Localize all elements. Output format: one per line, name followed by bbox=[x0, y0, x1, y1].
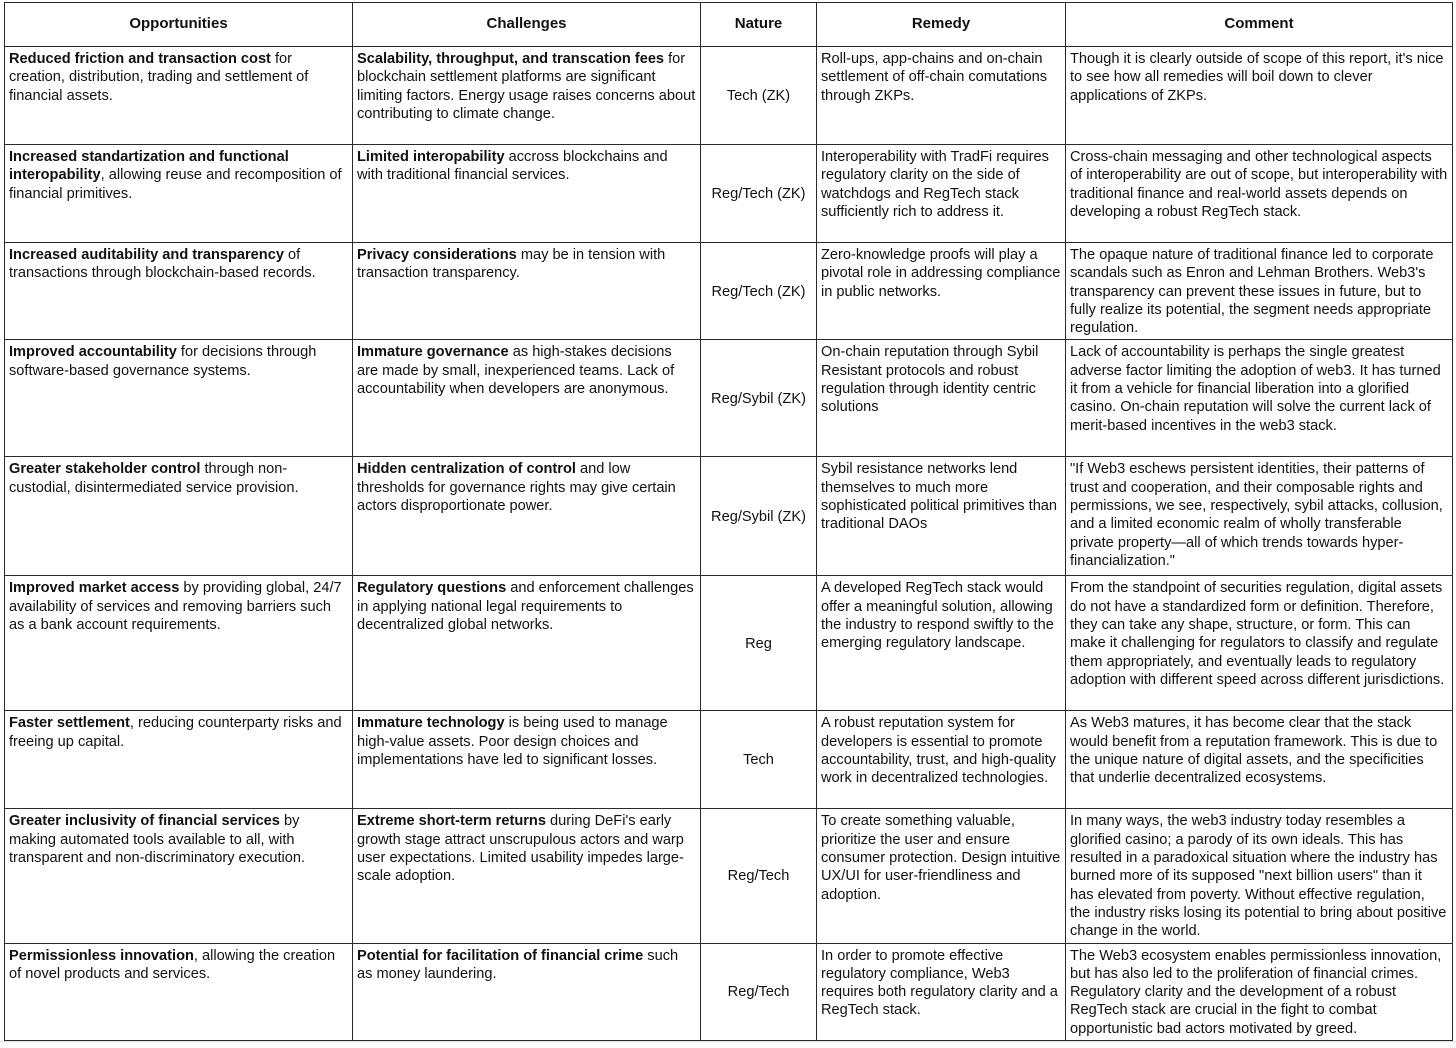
comment-cell: "If Web3 eschews persistent identities, their patterns of trust and cooperation, and their composable rights and permissions, we see, respectively, sybil attacks, collusion, and a limited economic realm of wholly transferable private property—all of which trends towards hyper-financialization." bbox=[1066, 457, 1453, 576]
challenge-cell bbox=[353, 943, 701, 1040]
challenge-text: accross blockchains and with traditional financial services. bbox=[357, 149, 668, 184]
opportunity-cell bbox=[5, 809, 353, 943]
table-row bbox=[5, 943, 1453, 1040]
comment-cell: In many ways, the web3 industry today resembles a glorified casino; a parody of its own ideals. This has resulted in a paradoxical situation where the industry has burned more of its supposed "next billion users" than it has elevated from poverty. Without effective regulation, the industry risks losing its potential to bring about positive change in the world. bbox=[1066, 809, 1453, 943]
nature-cell: Reg/Tech bbox=[701, 943, 817, 1040]
opportunity-title: Improved accountability bbox=[9, 344, 177, 361]
challenge-cell bbox=[353, 243, 701, 340]
challenge-title: Regulatory questions bbox=[357, 580, 507, 597]
remedy-cell: Zero-knowledge proofs will play a pivotal role in addressing compliance in public networks. bbox=[817, 243, 1066, 340]
challenge-cell bbox=[353, 809, 701, 943]
challenge-text: such as money laundering. bbox=[357, 947, 679, 982]
table-row bbox=[5, 243, 1453, 340]
challenge-cell bbox=[353, 457, 701, 576]
challenge-title: Potential for facilitation of financial crime bbox=[357, 947, 644, 964]
challenge-text: and low thresholds for governance rights may give certain actors disproportionate power. bbox=[357, 461, 676, 515]
challenge-title: Limited interopability bbox=[357, 149, 505, 165]
table-row bbox=[5, 576, 1453, 711]
remedy-cell: Interoperability with TradFi requires regulatory clarity on the side of watchdogs and RegTech stack sufficiently rich to address it. bbox=[817, 145, 1066, 243]
opportunity-text: , reducing counterparty risks and freeing up capital. bbox=[9, 715, 342, 750]
challenge-text: as high-stakes decisions are made by small, inexperienced teams. Lack of accountability when developers are anonymous. bbox=[357, 344, 675, 398]
opportunity-title: Reduced friction and transaction cost bbox=[9, 51, 271, 67]
opportunity-text: of transactions through blockchain-based records. bbox=[9, 247, 316, 282]
comment-cell: As Web3 matures, it has become clear that the stack would benefit from a reputation framework. This is due to the unique nature of digital assets, and the specificities that underlie decentralized ecosystems. bbox=[1066, 711, 1453, 809]
header-challenges: Challenges bbox=[353, 3, 701, 47]
header-nature: Nature bbox=[701, 3, 817, 47]
table-row bbox=[5, 340, 1453, 457]
table-row bbox=[5, 711, 1453, 809]
nature-cell: Reg/Sybil (ZK) bbox=[701, 340, 817, 457]
challenge-text: and enforcement challenges in applying national legal requirements to decentralized global networks. bbox=[357, 580, 694, 634]
opportunity-cell bbox=[5, 47, 353, 145]
remedy-cell: On-chain reputation through Sybil Resistant protocols and robust regulation through identity centric solutions bbox=[817, 340, 1066, 457]
nature-cell: Reg bbox=[701, 576, 817, 711]
challenge-text: is being used to manage high-value assets. Poor design choices and implementations have led to significant losses. bbox=[357, 715, 668, 769]
opportunity-title: Faster settlement bbox=[9, 715, 130, 732]
nature-cell: Reg/Sybil (ZK) bbox=[701, 457, 817, 576]
challenge-title: Immature governance bbox=[357, 344, 509, 361]
table-container bbox=[4, 2, 1452, 1041]
challenge-cell bbox=[353, 711, 701, 809]
remedy-cell: A robust reputation system for developers is essential to promote accountability, trust, and high-quality work in decentralized technologies. bbox=[817, 711, 1066, 809]
remedy-cell: A developed RegTech stack would offer a meaningful solution, allowing the industry to respond swiftly to the emerging regulatory landscape. bbox=[817, 576, 1066, 711]
header-row bbox=[5, 3, 1453, 47]
opportunity-text: by making automated tools available to all, with transparent and non-discriminatory execution. bbox=[9, 813, 306, 867]
header-opportunities: Opportunities bbox=[5, 3, 353, 47]
remedy-cell: In order to promote effective regulatory compliance, Web3 requires both regulatory clarity and a RegTech stack. bbox=[817, 943, 1066, 1040]
comment-cell: Lack of accountability is perhaps the single greatest adverse factor limiting the adoption of web3. It has turned it from a vehicle for financial liberation into a glorified casino. On-chain reputation will solve the current lack of merit-based incentives in the web3 stack. bbox=[1066, 340, 1453, 457]
table-row bbox=[5, 457, 1453, 576]
nature-cell: Reg/Tech (ZK) bbox=[701, 243, 817, 340]
opportunity-text: through non-custodial, disintermediated service provision. bbox=[9, 461, 299, 496]
comment-cell: From the standpoint of securities regulation, digital assets do not have a standardized form or definition. Therefore, they can take any shape, structure, or form. This can make it challenging for regulators to classify and regulate them appropriately, and eventually leads to regulatory adoption with different speed across different jurisdictions. bbox=[1066, 576, 1453, 711]
comment-cell: Cross-chain messaging and other technological aspects of interoperability are out of scope, but interoperability with traditional finance and real-world assets depends on developing a robust RegTech stack. bbox=[1066, 145, 1453, 243]
opportunity-cell bbox=[5, 243, 353, 340]
opportunity-title: Increased auditability and transparency bbox=[9, 247, 284, 263]
opportunity-cell bbox=[5, 145, 353, 243]
comment-cell: The opaque nature of traditional finance led to corporate scandals such as Enron and Lehman Brothers. Web3's transparency can prevent these issues in future, but to fully realize its potential, the segment needs appropriate regulation. bbox=[1066, 243, 1453, 340]
opportunity-title: Improved market access bbox=[9, 580, 180, 597]
opportunity-text: , allowing reuse and recomposition of financial primitives. bbox=[9, 167, 342, 202]
nature-cell: Tech (ZK) bbox=[701, 47, 817, 145]
challenge-text: may be in tension with transaction transparency. bbox=[357, 247, 666, 282]
challenge-title: Immature technology bbox=[357, 715, 505, 732]
opportunity-title: Permissionless innovation bbox=[9, 947, 194, 964]
challenge-text: for blockchain settlement platforms are significant limiting factors. Energy usage raises concerns about contributing to climate change. bbox=[357, 51, 696, 122]
nature-cell: Tech bbox=[701, 711, 817, 809]
opportunity-text: by providing global, 24/7 availability of services and removing barriers such as a bank account requirements. bbox=[9, 580, 342, 634]
challenge-cell bbox=[353, 145, 701, 243]
opportunity-cell bbox=[5, 943, 353, 1040]
opportunity-cell bbox=[5, 457, 353, 576]
challenge-text: during DeFi's early growth stage attract unscrupulous actors and warp user expectations. Limited usability impedes large-scale adoption. bbox=[357, 813, 684, 885]
challenge-cell bbox=[353, 576, 701, 711]
challenge-title: Scalability, throughput, and transcation fees bbox=[357, 51, 665, 67]
header-remedy: Remedy bbox=[817, 3, 1066, 47]
comment-cell: The Web3 ecosystem enables permissionless innovation, but has also led to the proliferation of financial crimes. Regulatory clarity and the development of a robust RegTech stack are crucial in the fight to combat opportunistic bad actors motivated by greed. bbox=[1066, 943, 1453, 1040]
opportunity-title: Increased standartization and functional interopability bbox=[9, 149, 289, 184]
table-row bbox=[5, 145, 1453, 243]
challenge-title: Hidden centralization of control bbox=[357, 461, 576, 478]
table-row bbox=[5, 47, 1453, 145]
opportunity-title: Greater stakeholder control bbox=[9, 461, 201, 478]
opportunity-text: , allowing the creation of novel products and services. bbox=[9, 947, 336, 982]
nature-cell: Reg/Tech bbox=[701, 809, 817, 943]
opportunity-cell bbox=[5, 340, 353, 457]
remedy-cell: Sybil resistance networks lend themselves to much more sophisticated political primitives than traditional DAOs bbox=[817, 457, 1066, 576]
comment-cell: Though it is clearly outside of scope of this report, it's nice to see how all remedies will boil down to clever applications of ZKPs. bbox=[1066, 47, 1453, 145]
opportunity-text: for creation, distribution, trading and settlement of financial assets. bbox=[9, 51, 309, 104]
challenge-title: Extreme short-term returns bbox=[357, 813, 546, 830]
opportunity-cell bbox=[5, 711, 353, 809]
header-comment: Comment bbox=[1066, 3, 1453, 47]
remedy-cell: To create something valuable, prioritize the user and ensure consumer protection. Design intuitive UX/UI for user-friendliness and adoption. bbox=[817, 809, 1066, 943]
opportunities-challenges-table bbox=[4, 2, 1453, 1041]
opportunity-cell bbox=[5, 576, 353, 711]
table-row bbox=[5, 809, 1453, 943]
challenge-title: Privacy considerations bbox=[357, 247, 517, 263]
opportunity-title: Greater inclusivity of financial services bbox=[9, 813, 280, 830]
remedy-cell: Roll-ups, app-chains and on-chain settlement of off-chain comutations through ZKPs. bbox=[817, 47, 1066, 145]
nature-cell: Reg/Tech (ZK) bbox=[701, 145, 817, 243]
challenge-cell bbox=[353, 47, 701, 145]
opportunity-text: for decisions through software-based governance systems. bbox=[9, 344, 317, 379]
challenge-cell bbox=[353, 340, 701, 457]
